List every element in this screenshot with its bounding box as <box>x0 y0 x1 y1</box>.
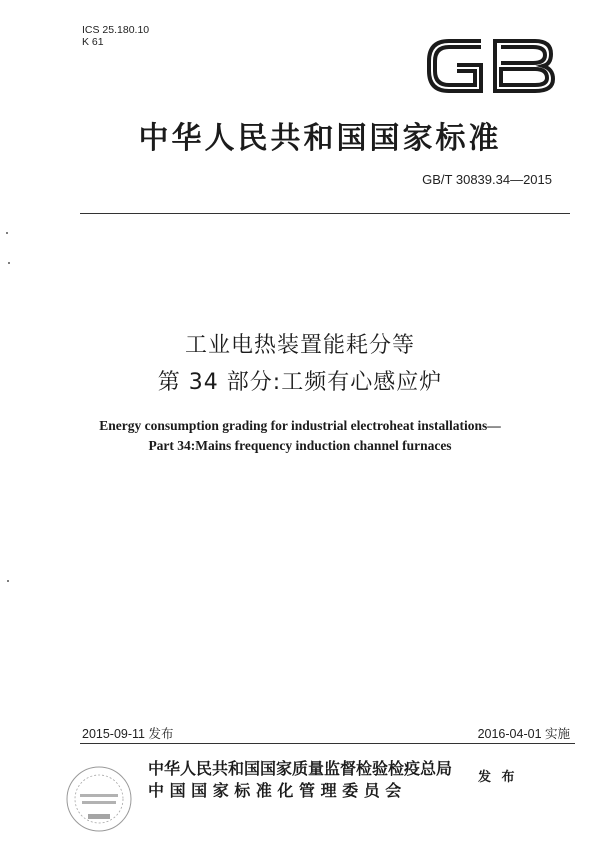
national-standard-title: 中华人民共和国国家标准 <box>138 121 502 156</box>
publish-label: 发 布 <box>478 770 518 785</box>
classification-codes <box>82 24 149 48</box>
implementation-date: 2016-04-01 实施 <box>477 727 570 741</box>
ccs-code: K 61 <box>82 36 104 48</box>
title-cn-line1: 工业电热装置能耗分等 <box>184 333 415 358</box>
scan-speck <box>7 580 9 582</box>
issuer-aqsiq: 中华人民共和国国家质量监督检验检疫总局 <box>148 759 453 778</box>
bottom-divider <box>80 743 575 744</box>
ics-code: ICS 25.180.10 <box>82 24 150 36</box>
issuer-sac: 中 国 国 家 标 准 化 管 理 委 员 会 <box>148 781 402 800</box>
anti-counterfeit-seal-icon <box>64 764 134 834</box>
scan-speck <box>6 232 8 234</box>
standard-number: GB/T 30839.34—2015 <box>422 172 552 187</box>
issue-date: 2015-09-11 发布 <box>82 727 174 741</box>
scan-speck <box>8 262 10 264</box>
title-cn-line2: 第 34 部分:工频有心感应炉 <box>157 370 443 395</box>
title-en-line1: Energy consumption grading for industrial electroheat installations— <box>99 418 501 433</box>
gb-logo-icon <box>423 33 559 99</box>
title-en-line2: Part 34:Mains frequency induction channel furnaces <box>148 438 452 453</box>
top-divider <box>80 213 570 214</box>
